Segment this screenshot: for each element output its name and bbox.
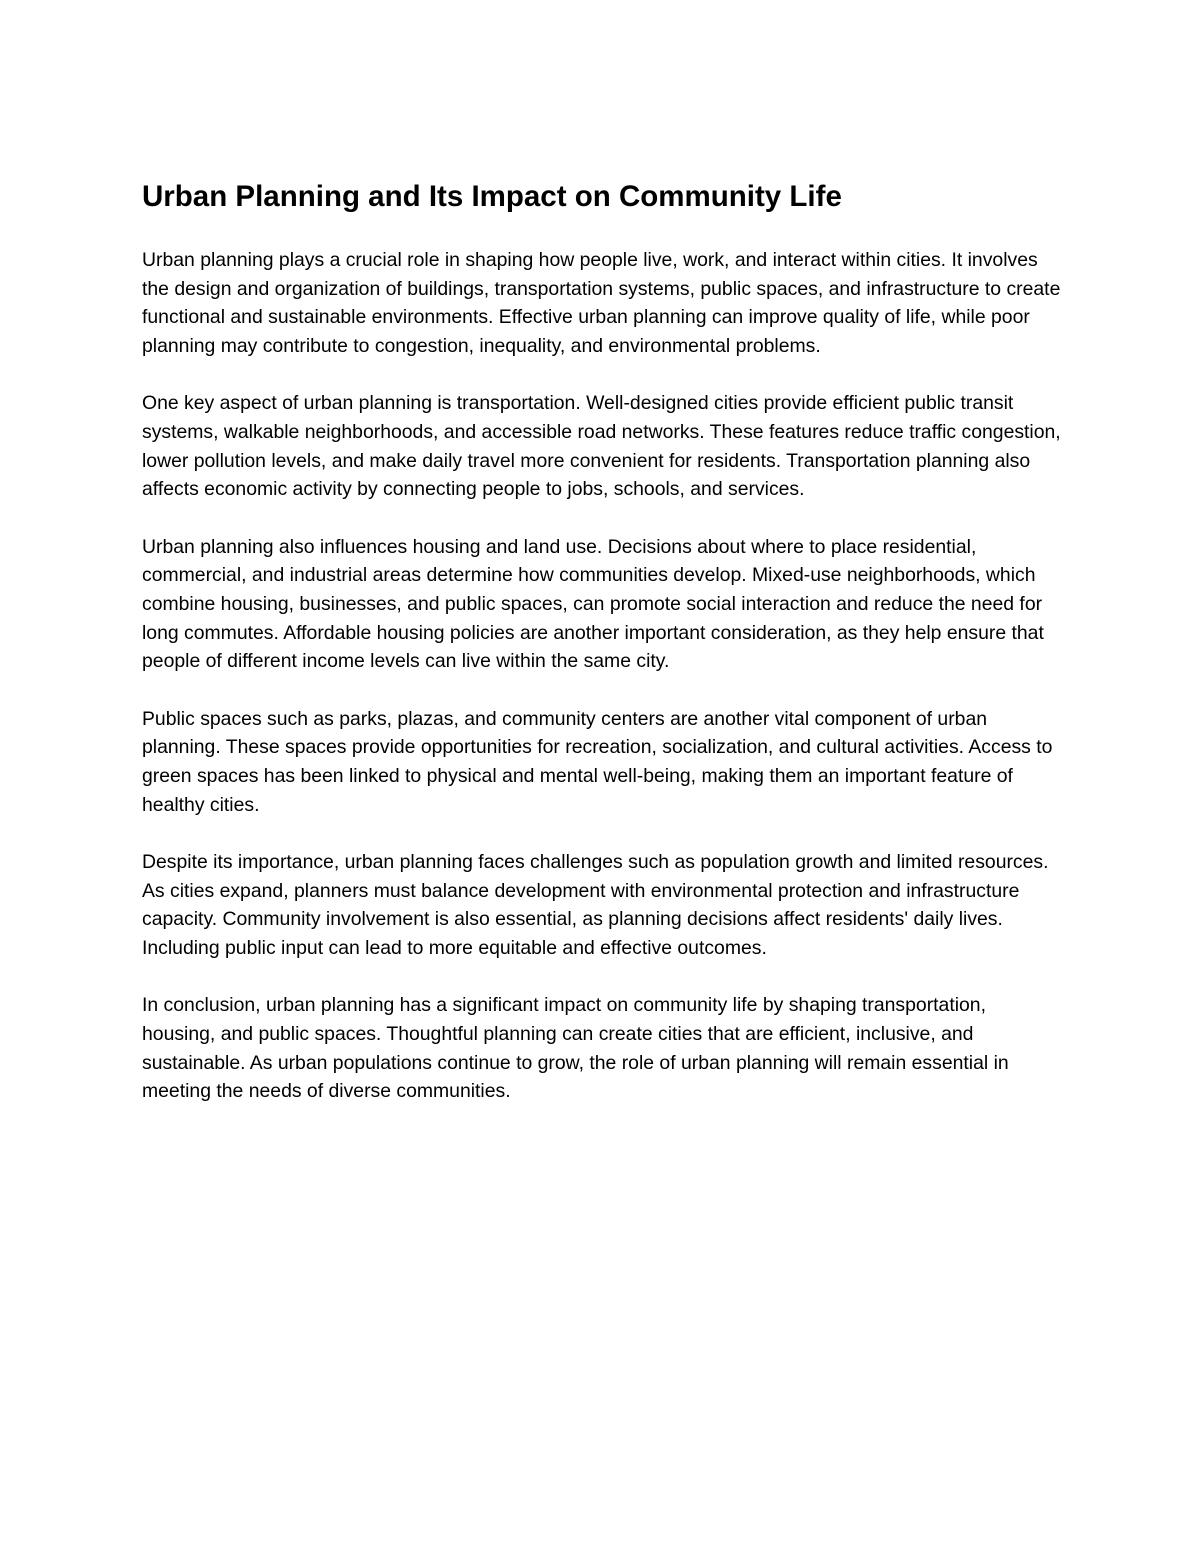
- paragraph-challenges: Despite its importance, urban planning faces challenges such as population growth and limited resources. As cities expand, planners must balance development with environmental protection and infrastructure capacity. Community involvement is also essential, as planning decisions affect residents' daily lives. Including public input can lead to more equitable and effective outcomes.: [142, 851, 1049, 959]
- paragraph-public-spaces: Public spaces such as parks, plazas, and community centers are another vital component of urban planning. These spaces provide opportunities for recreation, socialization, and cultural activities. Access to green spaces has been linked to physical and mental well-being, making them an important feature of healthy cities.: [142, 707, 1053, 816]
- paragraph-transportation: One key aspect of urban planning is transportation. Well-designed cities provide efficient public transit systems, walkable neighborhoods, and accessible road networks. These features reduce traffic congestion, lower pollution levels, and make daily travel more convenient for residents. Transportation planning also affects economic activity by connecting people to jobs, schools, and services.: [142, 392, 1061, 501]
- paragraph-conclusion: In conclusion, urban planning has a significant impact on community life by shaping transportation, housing, and public spaces. Thoughtful planning can create cities that are efficient, inclusive, and sustainable. As urban populations continue to grow, the role of urban planning will remain essential in meeting the needs of diverse communities.: [142, 994, 1009, 1103]
- document-title: Urban Planning and Its Impact on Community Life: [142, 180, 842, 213]
- paragraph-housing-land-use: Urban planning also influences housing and land use. Decisions about where to place residential, commercial, and industrial areas determine how communities develop. Mixed-use neighborhoods, which combine housing, businesses, and public spaces, can promote social interaction and reduce the need for long commutes. Affordable housing policies are another important consideration, as they help ensure that people of different income levels can live within the same city.: [142, 535, 1044, 673]
- document-body: [142, 178, 1062, 1135]
- paragraph-introduction: Urban planning plays a crucial role in shaping how people live, work, and interact within cities. It involves the design and organization of buildings, transportation systems, public spaces, and infrastructure to create functional and sustainable environments. Effective urban planning can improve quality of life, while poor planning may contribute to congestion, inequality, and environmental problems.: [142, 249, 1061, 357]
